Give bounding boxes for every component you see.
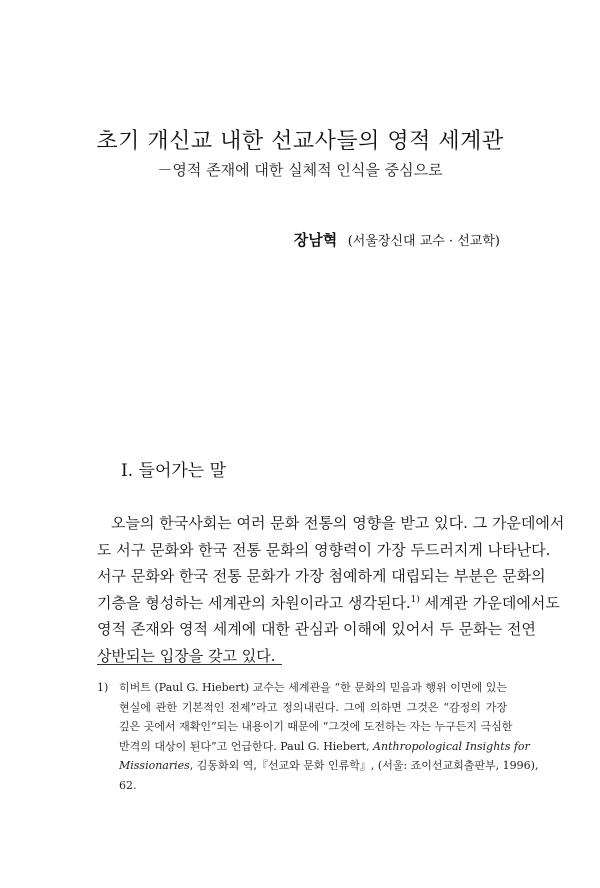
author-affiliation: (서울장신대 교수 · 선교학) bbox=[347, 234, 500, 249]
body-line: 도 서구 문화와 한국 전통 문화의 영향력이 가장 두드러지게 나타난다. bbox=[97, 540, 551, 559]
footnote-text: 히버트 (Paul G. Hiebert) 교수는 세계관을 “한 문화의 믿음과 행위 이면에 있는 bbox=[119, 681, 507, 694]
body-line-with-footnote bbox=[97, 590, 560, 617]
footnote-text: , 김동화외 역,『선교와 문화 인류학』, (서울: 죠이선교회출판부, 1996), bbox=[189, 759, 539, 772]
body-line: 상반되는 입장을 갖고 있다. bbox=[97, 646, 276, 665]
footnote-line: 62. bbox=[119, 778, 137, 792]
footnote-line bbox=[97, 678, 507, 698]
body-line: 서구 문화와 한국 전통 문화가 가장 첨예하게 대립되는 부분은 문화의 bbox=[97, 567, 546, 585]
author-name: 장남혁 bbox=[293, 231, 338, 249]
footnote-line: 깊은 곳에서 재확인”되는 내용이기 때문에 “그것에 도전하는 자는 누구든지 극심한 bbox=[119, 720, 513, 733]
body-text: 세계관 가운데에서도 bbox=[419, 593, 560, 612]
section-heading: I. 들어가는 말 bbox=[121, 461, 227, 481]
footnote-line bbox=[97, 737, 530, 757]
body-paragraph bbox=[97, 510, 565, 669]
book-title-italic: Missionaries bbox=[119, 759, 190, 772]
paper-subtitle: －영적 존재에 대한 실체적 인식을 중심으로 bbox=[157, 161, 443, 179]
footnote bbox=[97, 678, 539, 795]
body-line: 영적 존재와 영적 세계에 대한 관심과 이해에 있어서 두 문화는 전연 bbox=[97, 620, 536, 638]
body-text: 기층을 형성하는 세계관의 차원이라고 생각된다. bbox=[97, 593, 411, 612]
book-title-italic: Anthropological Insights for bbox=[373, 739, 530, 753]
footnote-divider bbox=[97, 664, 282, 665]
footnote-marker[interactable]: 1) bbox=[410, 594, 420, 605]
footnote-text: 반격의 대상이 된다”고 언급한다. Paul G. Hiebert, bbox=[119, 739, 374, 753]
footnote-line: 현실에 관한 기본적인 전제”라고 정의내린다. 그에 의하면 그것은 “감정의 가장 bbox=[119, 700, 507, 714]
paper-title: 초기 개신교 내한 선교사들의 영적 세계관 bbox=[96, 129, 504, 154]
author-line bbox=[294, 229, 500, 250]
footnote-number: 1) bbox=[97, 681, 109, 694]
footnote-line bbox=[97, 756, 539, 776]
body-line: 오늘의 한국사회는 여러 문화 전통의 영향을 받고 있다. 그 가운데에서 bbox=[111, 514, 565, 532]
